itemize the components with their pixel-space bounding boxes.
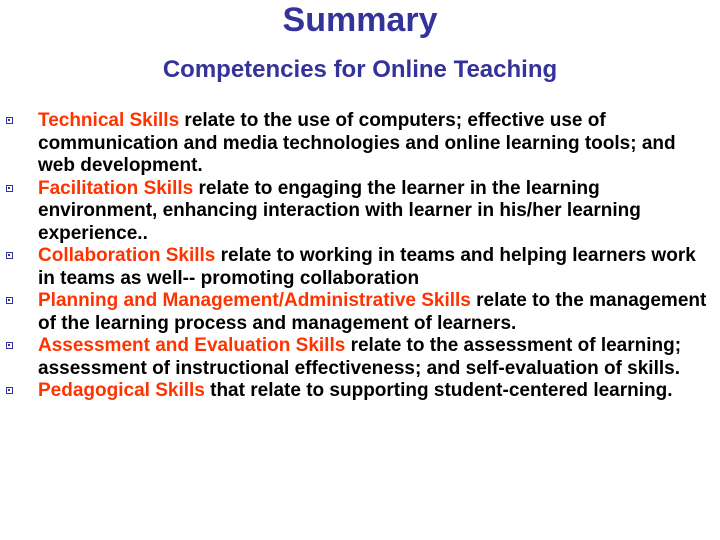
competency-term: Facilitation Skills: [38, 177, 194, 199]
square-bullet-icon: [6, 342, 13, 349]
list-item: [6, 290, 712, 335]
competency-term: Collaboration Skills: [38, 245, 216, 266]
competency-term: Planning and Management/Administrative Skills: [38, 290, 471, 311]
competency-description: that relate to supporting student-centered learning.: [204, 380, 673, 401]
competency-term: Technical Skills: [38, 110, 180, 131]
list-item: [6, 335, 712, 380]
competency-term: Assessment and Evaluation Skills: [38, 335, 346, 356]
square-bullet-icon: [6, 252, 13, 259]
competency-description: relate to engaging the learner in the learning environment, enhancing interaction with learner in his/her learning experience..: [38, 177, 641, 244]
square-bullet-icon: [6, 185, 13, 192]
competency-description: relate to the use of computers; effective use of communication and media technologies and online learning tools; and web development.: [38, 110, 676, 176]
list-item: [6, 380, 712, 403]
square-bullet-icon: [6, 387, 13, 394]
list-item: [6, 245, 712, 290]
competency-description: relate to the assessment of learning; assessment of instructional effectiveness; and self-evaluation of skills.: [38, 335, 682, 379]
competency-description: relate to working in teams and helping learners work in teams as well-- promoting collaboration: [38, 245, 696, 289]
slide-subtitle: Competencies for Online Teaching: [162, 56, 558, 83]
competency-description: relate to the management of the learning process and management of learners.: [38, 290, 707, 334]
square-bullet-icon: [6, 117, 13, 124]
competency-list: [6, 110, 712, 403]
competency-term: Pedagogical Skills: [38, 380, 205, 401]
list-item: [6, 178, 712, 246]
list-item: [6, 110, 712, 178]
slide-title: Summary: [282, 1, 438, 39]
square-bullet-icon: [6, 297, 13, 304]
